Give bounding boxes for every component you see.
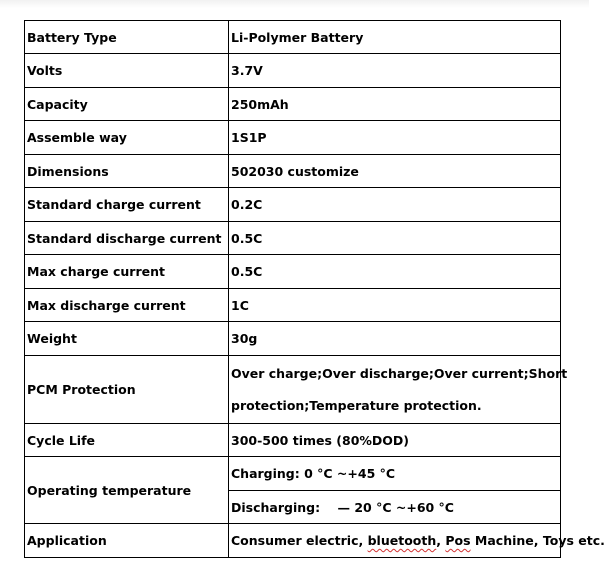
row-value: 0.5C (229, 222, 561, 255)
row-value: 300-500 times (80%DOD) (229, 424, 561, 457)
table-row (25, 289, 561, 322)
row-value: Li-Polymer Battery (229, 21, 561, 54)
row-value: Discharging: — 20 °C ~+60 °C (229, 491, 561, 524)
row-label: PCM Protection (25, 356, 229, 424)
table-row (25, 21, 561, 54)
row-label: Application (25, 524, 229, 558)
row-label: Operating temperature (25, 457, 229, 524)
row-label: Assemble way (25, 121, 229, 155)
row-value: 0.5C (229, 255, 561, 289)
spellcheck-word: bluetooth (367, 533, 437, 548)
table-row (25, 322, 561, 356)
table-row (25, 121, 561, 155)
value-text: , (436, 533, 446, 548)
value-text: Consumer electric, (231, 533, 368, 548)
table-row (25, 424, 561, 457)
row-value-line: protection;Temperature protection. (231, 397, 482, 413)
table-row (25, 356, 561, 424)
spellcheck-word: Pos (445, 533, 471, 548)
row-value: Charging: 0 °C ~+45 °C (229, 457, 561, 491)
table-row (25, 222, 561, 255)
row-label: Volts (25, 54, 229, 88)
row-value-line: Over charge;Over discharge;Over current;Short (231, 365, 568, 381)
table-row (25, 88, 561, 121)
row-value (229, 524, 605, 558)
row-label: Standard discharge current (25, 222, 229, 255)
row-label: Capacity (25, 88, 229, 121)
table-row (25, 54, 561, 88)
battery-spec-table (24, 20, 605, 558)
row-label: Max charge current (25, 255, 229, 289)
row-label: Standard charge current (25, 188, 229, 222)
row-value (229, 356, 568, 424)
table-row (25, 255, 561, 289)
row-label: Weight (25, 322, 229, 356)
row-label: Battery Type (25, 21, 229, 54)
row-value: 0.2C (229, 188, 561, 222)
row-label: Max discharge current (25, 289, 229, 322)
value-text: Machine, Toys etc. (470, 533, 605, 548)
table-row (25, 524, 561, 558)
row-value: 3.7V (229, 54, 561, 88)
row-label: Dimensions (25, 155, 229, 188)
table-row (25, 155, 561, 188)
row-value: 1C (229, 289, 561, 322)
row-value: 30g (229, 322, 561, 356)
table-row (25, 457, 561, 491)
row-value: 250mAh (229, 88, 561, 121)
top-shadow (0, 0, 589, 8)
row-label: Cycle Life (25, 424, 229, 457)
row-value: 1S1P (229, 121, 561, 155)
row-value: 502030 customize (229, 155, 561, 188)
table-row (25, 188, 561, 222)
